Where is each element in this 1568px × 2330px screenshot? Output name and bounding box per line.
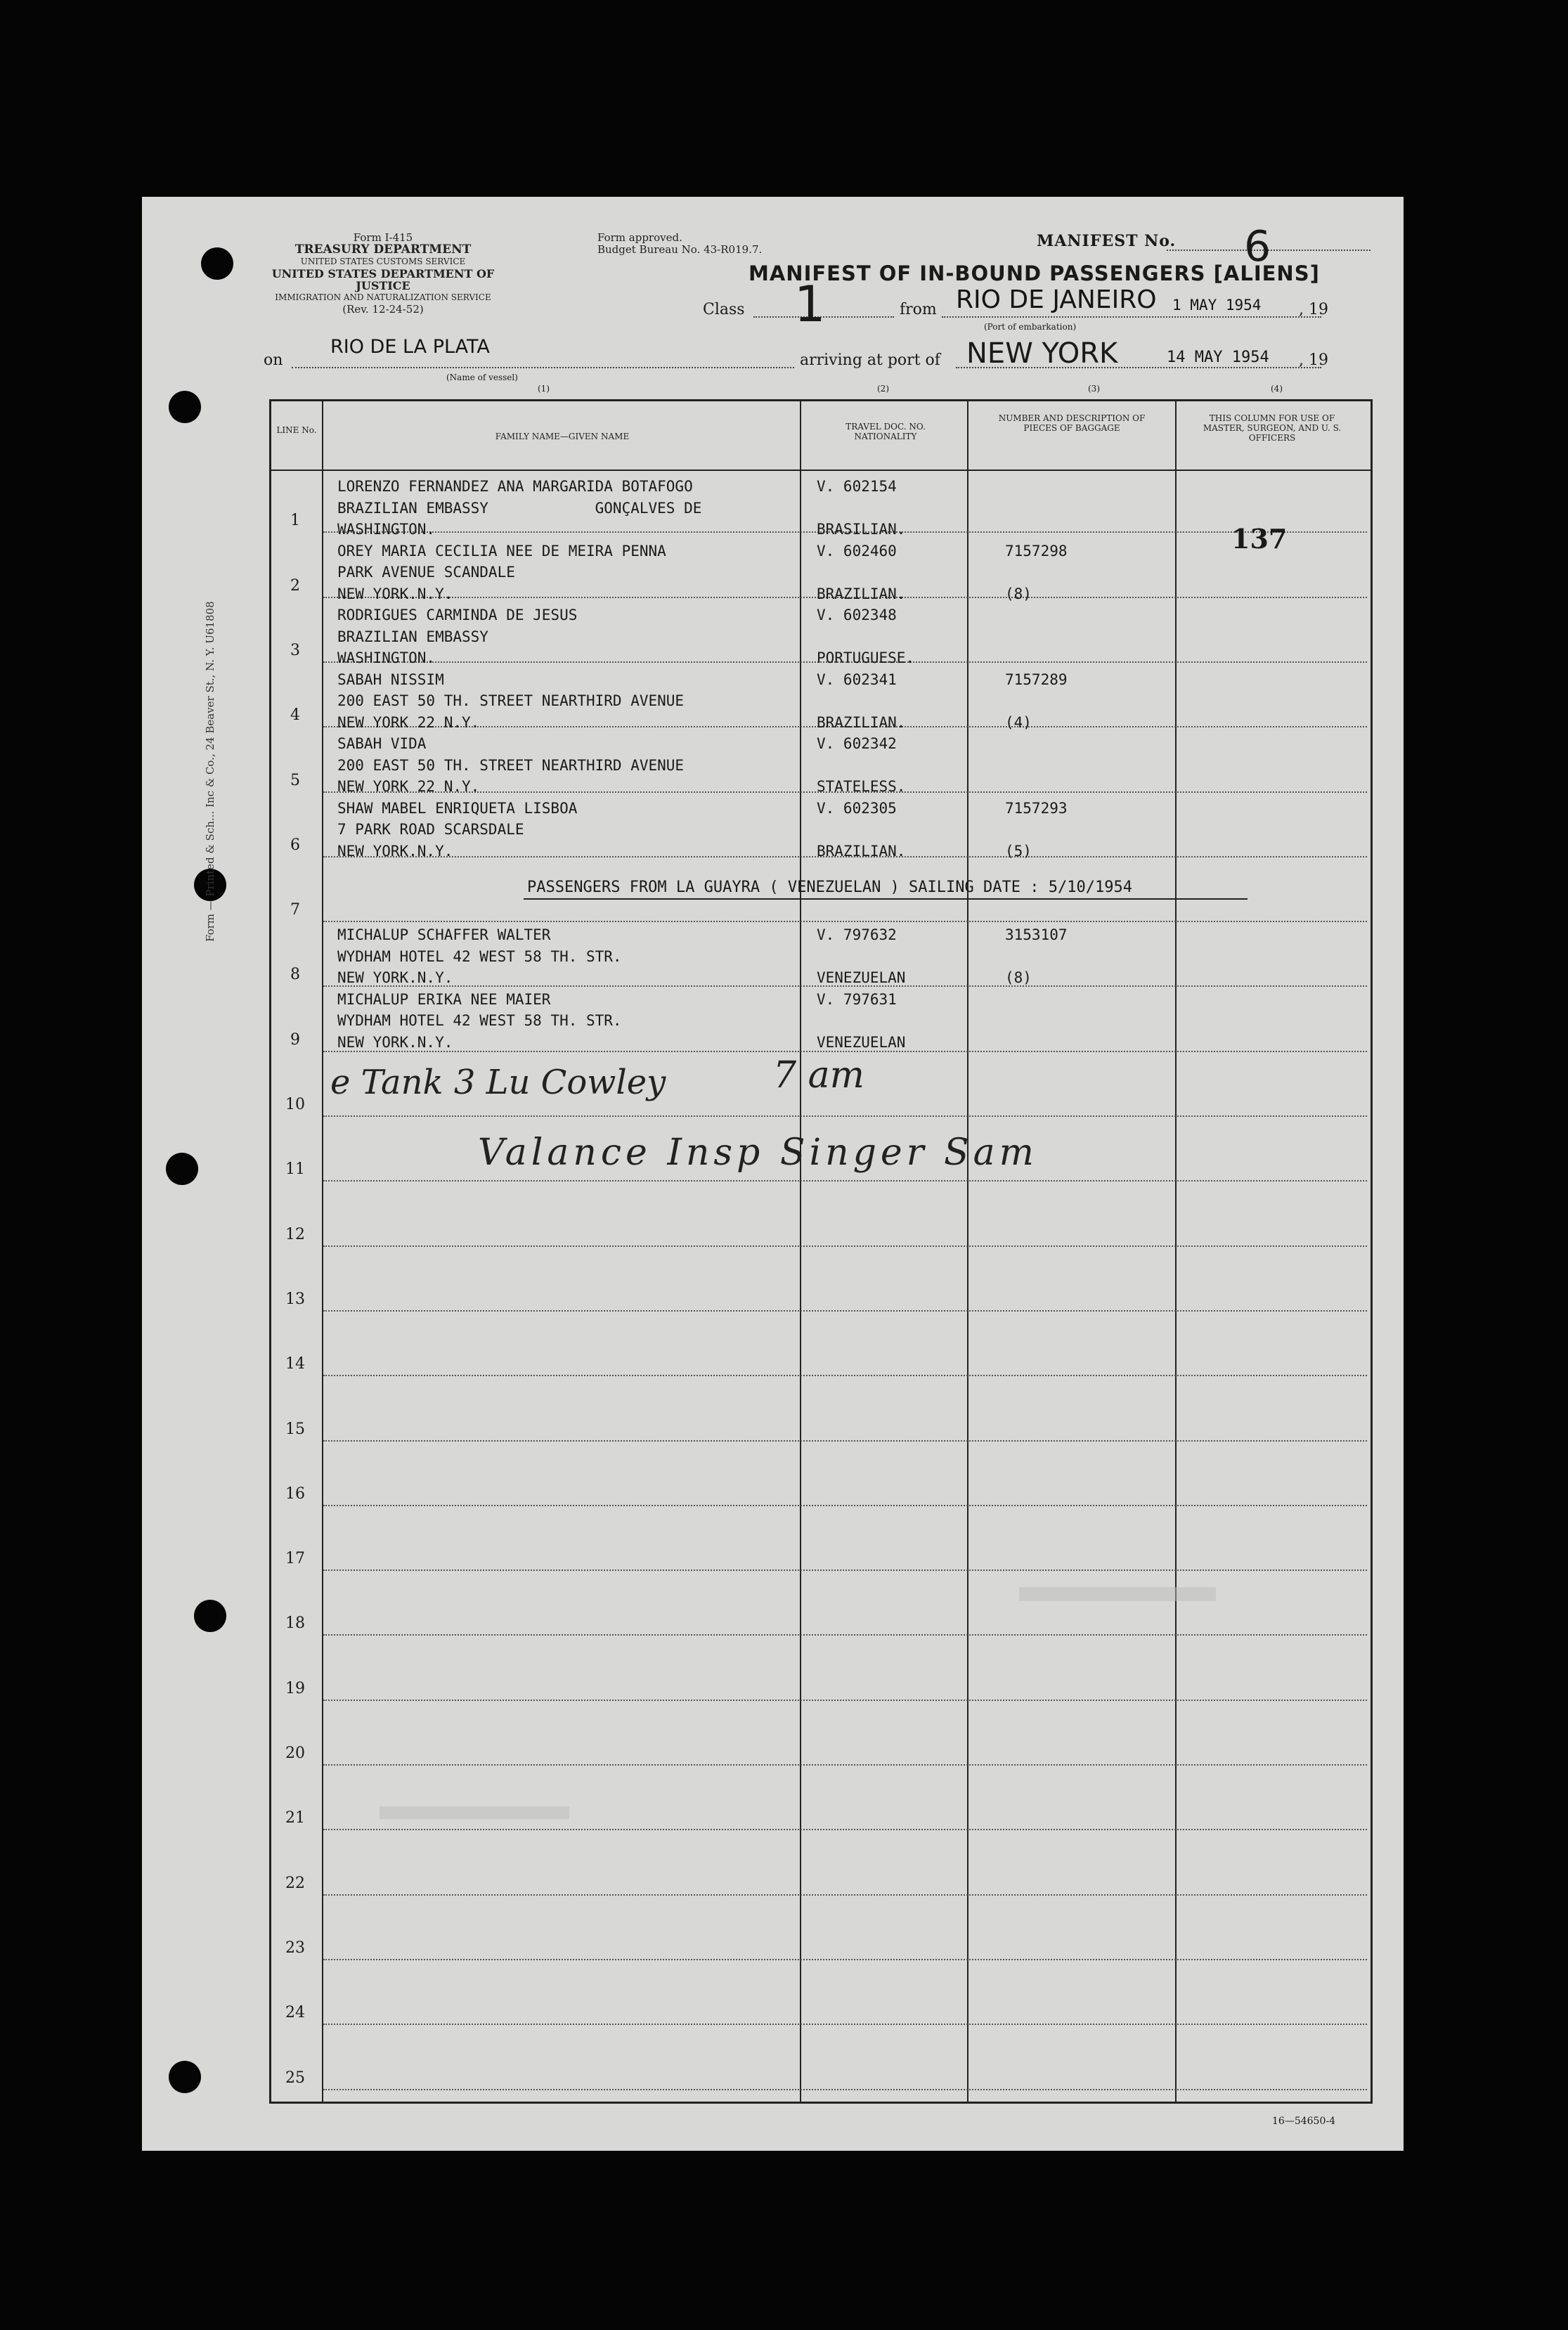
entry-doc: V. 602341: [817, 671, 897, 688]
entry-name: BRAZILIAN EMBASSY GONÇALVES DE: [337, 499, 702, 517]
line-number: 4: [290, 706, 300, 725]
entry-name: WASHINGTON.: [337, 521, 436, 538]
row-dotted-line: [323, 1634, 1367, 1636]
printer-imprint: Form — Printed & Sch... Inc & Co., 24 Beaver St., N. Y. U61808: [204, 601, 216, 942]
row-dotted-line: [323, 1959, 1367, 1960]
entry-name: SABAH NISSIM: [337, 671, 444, 688]
line-number: 6: [290, 836, 300, 854]
section-line-la-guayra: PASSENGERS FROM LA GUAYRA ( VENEZUELAN ) SAILING DATE : 5/10/1954: [527, 879, 1132, 896]
entry-name: WYDHAM HOTEL 42 WEST 58 TH. STR.: [337, 947, 622, 965]
entry-name: LORENZO FERNANDEZ ANA MARGARIDA BOTAFOGO: [337, 478, 693, 495]
vessel-name: RIO DE LA PLATA: [330, 336, 490, 358]
row-dotted-line: [323, 921, 1367, 922]
handwritten-time: 7 am: [773, 1054, 864, 1096]
header-divider: [269, 470, 1373, 471]
arriving-label: arriving at port of: [800, 351, 940, 369]
entry-name: WASHINGTON.: [337, 649, 436, 666]
class-value: 1: [794, 276, 826, 333]
entry-doc: STATELESS.: [817, 778, 906, 795]
entry-baggage: 7157289: [1005, 671, 1068, 688]
line-number: 2: [290, 576, 300, 595]
entry-baggage: (8): [1005, 585, 1032, 602]
row-dotted-line: [323, 1115, 1367, 1117]
entry-baggage: (5): [1005, 842, 1032, 860]
port-of-embarkation: RIO DE JANEIRO: [956, 285, 1157, 314]
line-number: 21: [285, 1809, 305, 1827]
arrival-date: 14 MAY 1954: [1167, 349, 1269, 366]
entry-doc: PORTUGUESE.: [817, 649, 915, 666]
entry-baggage: 7157298: [1005, 542, 1068, 559]
punch-hole: [201, 247, 233, 280]
col-num-2: (2): [877, 384, 889, 394]
from-label: from: [900, 301, 937, 318]
entry-name: OREY MARIA CECILIA NEE DE MEIRA PENNA: [337, 542, 666, 559]
line-number: 18: [285, 1614, 305, 1633]
arrival-port: NEW YORK: [966, 337, 1118, 370]
form-department-block: [253, 232, 513, 316]
on-label: on: [264, 351, 283, 369]
revision: (Rev. 12-24-52): [342, 303, 424, 316]
col-divider-baggage: [1175, 399, 1177, 2104]
manifest-sheet: [142, 197, 1404, 2151]
line-number: 22: [285, 1874, 305, 1892]
vessel-caption: (Name of vessel): [446, 373, 518, 382]
form-number: Form I-415: [353, 231, 413, 244]
justice-dept: UNITED STATES DEPARTMENT OF JUSTICE: [271, 267, 495, 292]
line-number: 13: [285, 1290, 305, 1308]
col-num-4: (4): [1271, 384, 1283, 394]
row-dotted-line: [323, 1569, 1367, 1571]
row-dotted-line: [323, 1180, 1367, 1182]
manifest-no-value: 6: [1244, 222, 1271, 271]
entry-name: MICHALUP ERIKA NEE MAIER: [337, 990, 551, 1008]
entry-name: PARK AVENUE SCANDALE: [337, 564, 515, 581]
year-suffix-2: , 19: [1299, 351, 1328, 369]
punch-hole: [169, 2061, 201, 2093]
entry-name: NEW YORK 22 N.Y.: [337, 778, 480, 795]
line-number: 17: [285, 1550, 305, 1568]
entry-name: RODRIGUES CARMINDA DE JESUS: [337, 607, 578, 623]
entry-doc: V. 602460: [817, 542, 897, 559]
line-number: 12: [285, 1225, 305, 1243]
entry-name: NEW YORK.N.Y.: [337, 842, 453, 860]
col-num-1: (1): [538, 384, 550, 394]
line-number: 5: [290, 771, 300, 789]
entry-baggage: (8): [1005, 969, 1032, 986]
line-number: 7: [290, 901, 300, 919]
embarkation-date: 1 MAY 1954: [1172, 297, 1262, 313]
table-right-border: [1371, 399, 1373, 2104]
row-dotted-line: [323, 1440, 1367, 1442]
line-number: 20: [285, 1745, 305, 1762]
entry-name: MICHALUP SCHAFFER WALTER: [337, 926, 551, 943]
entry-baggage: 3153107: [1005, 926, 1068, 943]
entry-name: NEW YORK.N.Y.: [337, 1033, 453, 1051]
entry-doc: V. 602154: [817, 478, 897, 495]
row-dotted-line: [323, 1051, 1367, 1052]
officer-number: 137: [1231, 523, 1288, 555]
row-dotted-line: [323, 2024, 1367, 2025]
form-approval: [597, 232, 762, 256]
line-number: 10: [285, 1096, 305, 1113]
footer-code: 16—54650-4: [1272, 2116, 1335, 2127]
entry-doc: VENEZUELAN: [817, 1033, 906, 1051]
from-dots: [942, 316, 1321, 318]
manifest-no-label: MANIFEST No.: [1037, 232, 1177, 250]
line-number: 15: [285, 1420, 305, 1438]
entry-name: SHAW MABEL ENRIQUETA LISBOA: [337, 799, 578, 817]
line-number: 19: [285, 1679, 305, 1697]
entry-doc: V. 797631: [817, 990, 897, 1008]
colhead-baggage: NUMBER AND DESCRIPTION OF PIECES OF BAGGAGE: [998, 413, 1146, 433]
entry-name: NEW YORK 22 N.Y.: [337, 713, 480, 731]
manifest-title: MANIFEST OF IN-BOUND PASSENGERS [ALIENS]: [749, 261, 1320, 285]
customs-service: UNITED STATES CUSTOMS SERVICE: [300, 257, 466, 266]
row-dotted-line: [323, 1310, 1367, 1312]
entry-baggage: 7157293: [1005, 799, 1068, 817]
line-number: 11: [285, 1160, 305, 1179]
entry-doc: BRAZILIAN.: [817, 713, 906, 731]
entry-doc: V. 602342: [817, 735, 897, 752]
table-left-border: [269, 399, 271, 2104]
colhead-line-no: LINE No.: [276, 425, 317, 435]
row-dotted-line: [323, 1375, 1367, 1376]
year-suffix-1: , 19: [1299, 301, 1328, 318]
row-dotted-line: [323, 1764, 1367, 1766]
entry-doc: V. 602348: [817, 607, 897, 623]
row-dotted-line: [323, 1894, 1367, 1896]
entry-doc: BRAZILIAN.: [817, 585, 906, 602]
entry-doc: VENEZUELAN: [817, 969, 906, 986]
entry-name: 7 PARK ROAD SCARSDALE: [337, 821, 524, 838]
line-number: 8: [290, 966, 300, 984]
colhead-officers: THIS COLUMN FOR USE OF MASTER, SURGEON, AND U. S. OFFICERS: [1203, 413, 1342, 443]
row-dotted-line: [323, 2089, 1367, 2090]
entry-name: 200 EAST 50 TH. STREET NEARTHIRD AVENUE: [337, 756, 685, 774]
handwritten-signatures-line11: Valance Insp Singer Sam: [478, 1132, 1038, 1174]
line-number: 25: [285, 2069, 305, 2087]
table-top-border: [269, 399, 1373, 401]
handwritten-note-line10: e Tank 3 Lu Cowley: [330, 1063, 666, 1102]
entry-doc: BRASILIAN.: [817, 521, 906, 538]
line-number: 3: [290, 641, 300, 659]
treasury-dept: TREASURY DEPARTMENT: [294, 242, 472, 257]
table-bottom-border: [269, 2102, 1373, 2104]
line-number: 9: [290, 1030, 300, 1049]
line-number: 14: [285, 1355, 305, 1373]
form-approved: Form approved.: [597, 231, 682, 244]
line-number: 1: [290, 512, 300, 530]
row-dotted-line: [323, 1245, 1367, 1247]
entry-doc: V. 797632: [817, 926, 897, 943]
entry-name: 200 EAST 50 TH. STREET NEARTHIRD AVENUE: [337, 692, 685, 709]
entry-name: NEW YORK.N.Y.: [337, 585, 453, 602]
vessel-dots: [292, 367, 794, 368]
class-label: Class: [703, 301, 745, 318]
colhead-name: FAMILY NAME—GIVEN NAME: [495, 432, 630, 441]
faint-stamp: [1019, 1587, 1216, 1601]
col-divider-line: [322, 399, 323, 2104]
budget-bureau: Budget Bureau No. 43-R019.7.: [597, 243, 763, 256]
line-number: 23: [285, 1939, 305, 1957]
punch-hole: [194, 1600, 226, 1632]
row-dotted-line: [323, 1700, 1367, 1701]
port-caption: (Port of embarkation): [984, 322, 1077, 332]
entry-name: SABAH VIDA: [337, 735, 427, 752]
colhead-travel-doc: TRAVEL DOC. NO. NATIONALITY: [845, 422, 926, 441]
col-num-3: (3): [1088, 384, 1100, 394]
faint-stamp: [380, 1806, 569, 1819]
line-number: 16: [285, 1484, 305, 1503]
entry-baggage: (4): [1005, 713, 1032, 731]
entry-doc: V. 602305: [817, 799, 897, 817]
section-underline: [524, 898, 1248, 900]
line-number: 24: [285, 2004, 305, 2022]
entry-name: BRAZILIAN EMBASSY: [337, 628, 488, 645]
ins-service: IMMIGRATION AND NATURALIZATION SERVICE: [275, 292, 491, 302]
punch-hole: [166, 1153, 198, 1185]
entry-doc: BRAZILIAN.: [817, 842, 906, 860]
entry-name: WYDHAM HOTEL 42 WEST 58 TH. STR.: [337, 1012, 622, 1029]
col-divider-doc: [967, 399, 968, 2104]
entry-name: NEW YORK.N.Y.: [337, 969, 453, 986]
punch-hole: [169, 391, 201, 423]
row-dotted-line: [323, 1505, 1367, 1506]
row-dotted-line: [323, 1829, 1367, 1830]
col-divider-name: [800, 399, 801, 2104]
